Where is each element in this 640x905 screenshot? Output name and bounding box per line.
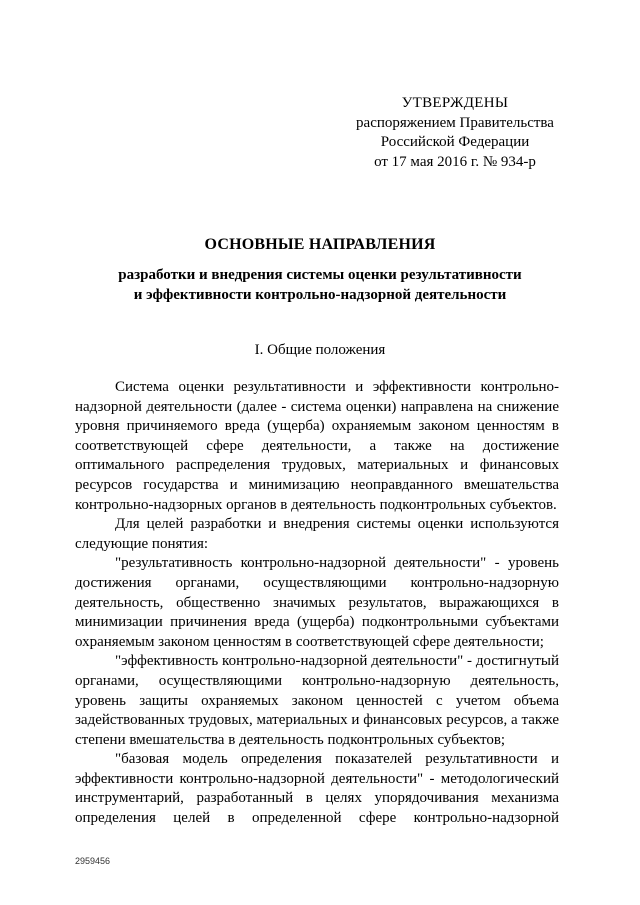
- section-heading: I. Общие положения: [254, 342, 386, 358]
- body-line: оптимального распределения трудовых, материальных и финансовых: [75, 457, 559, 474]
- body-line: степени вмешательства в деятельность подконтрольных субъектов;: [75, 731, 506, 748]
- approval-heading: УТВЕРЖДЕНЫ: [401, 95, 509, 111]
- body-line: надзорной деятельности (далее - система оценки) направлена на снижение: [75, 398, 559, 415]
- body-line: "базовая модель определения показателей результативности и: [115, 751, 559, 768]
- approval-line-federation: Российской Федерации: [380, 134, 530, 150]
- body-line: уровень защиты охраняемых законом ценностей с учетом объема: [75, 692, 559, 709]
- approval-line-date: от 17 мая 2016 г. № 934-р: [374, 153, 536, 170]
- body-line: следующие понятия:: [75, 535, 209, 552]
- body-line: Для целей разработки и внедрения системы оценки используются: [115, 516, 559, 533]
- approval-line-decree: распоряжением Правительства: [356, 114, 554, 131]
- body-line: ресурсов государства и минимизацию неоправданного вмешательства: [75, 476, 559, 493]
- body-line: эффективности контрольно-надзорной деятельности" - методологический: [75, 770, 559, 787]
- body-line: Система оценки результативности и эффективности контрольно-: [115, 379, 559, 395]
- body-line: соответствующей сфере деятельности, а также на достижение: [75, 437, 559, 454]
- document-title: ОСНОВНЫЕ НАПРАВЛЕНИЯ: [204, 236, 436, 253]
- body-line: инструментарий, разработанный в целях упорядочивания механизма: [75, 790, 559, 807]
- body-line: достижения органами, осуществляющими контрольно-надзорную: [75, 574, 559, 591]
- body-line: контрольно-надзорных органов в деятельность подконтрольных субъектов.: [75, 496, 557, 513]
- body-line: "эффективность контрольно-надзорной деятельности" - достигнутый: [115, 653, 559, 670]
- document-subtitle-line-2: и эффективности контрольно-надзорной деятельности: [133, 287, 507, 303]
- approval-block: [340, 94, 570, 172]
- body-line: органами, осуществляющими контрольно-надзорную деятельность,: [75, 672, 559, 689]
- body-line: задействованных трудовых, материальных и финансовых ресурсов, а также: [75, 712, 559, 729]
- document-body: [75, 378, 559, 829]
- body-line: определения целей в определенной сфере контрольно-надзорной: [75, 810, 559, 827]
- document-code: 2959456: [75, 856, 111, 866]
- body-line: минимизации причинения вреда (ущерба) подконтрольными субъектами: [75, 614, 559, 631]
- body-line: деятельность, общественно значимых результатов, выражающихся в: [75, 594, 559, 611]
- body-line: уровня причиняемого вреда (ущерба) охраняемым законом ценностям в: [75, 418, 559, 435]
- body-line: охраняемым законом ценностям в соответствующей сфере деятельности;: [75, 633, 544, 650]
- body-line: "результативность контрольно-надзорной деятельности" - уровень: [115, 555, 559, 572]
- document-subtitle-line-1: разработки и внедрения системы оценки результативности: [118, 267, 522, 283]
